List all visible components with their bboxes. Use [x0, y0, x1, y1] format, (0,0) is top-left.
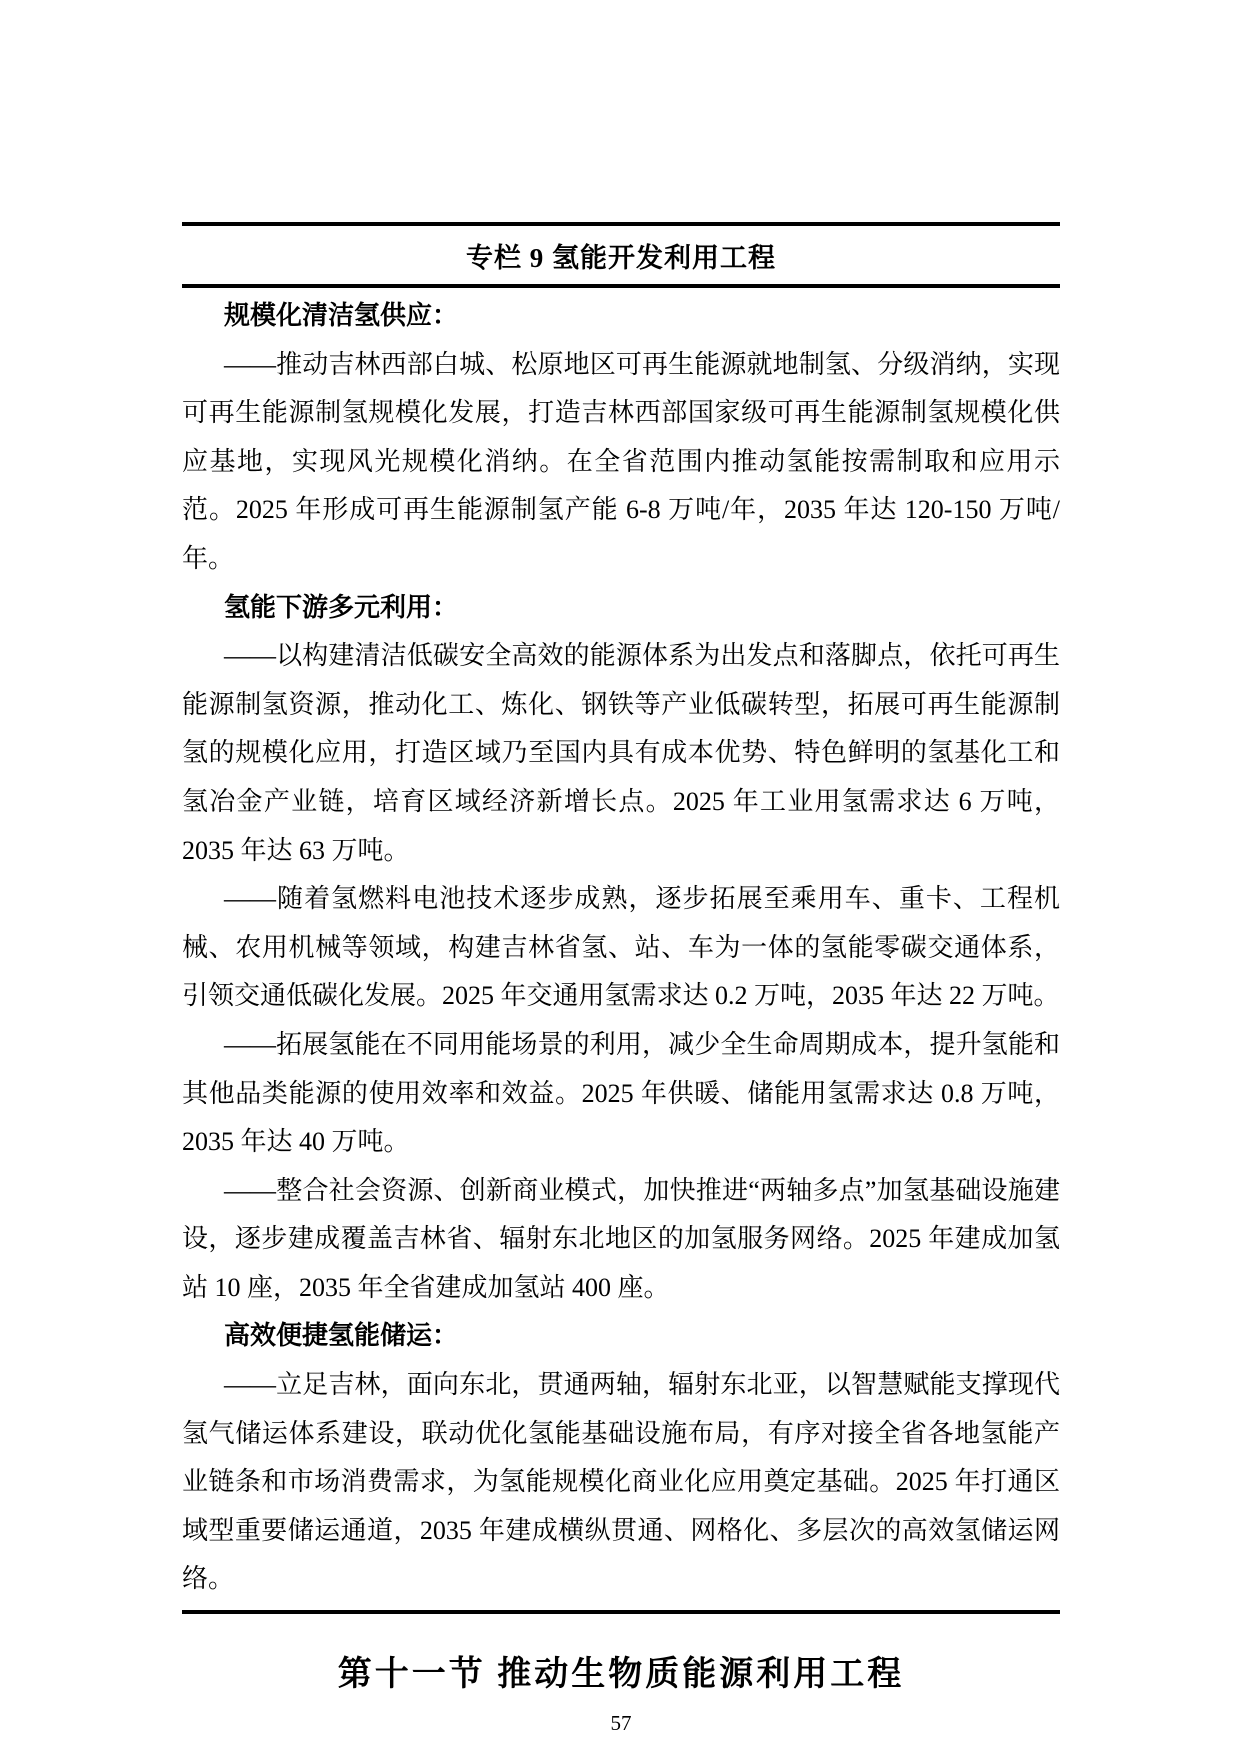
next-section-title: 第十一节 推动生物质能源利用工程 — [337, 1656, 905, 1694]
paragraph-refueling-network: ——整合社会资源、创新商业模式，加快推进“两轴多点”加氢基础设施建设，逐步建成覆盖吉林省、辐射东北地区的加氢服务网络。2025 年建成加氢站 10 座，2035 年全省建成加氢站 400 座。 — [182, 1175, 1060, 1302]
heading-hydrogen-storage-transport: 高效便捷氢能储运： — [224, 1321, 459, 1351]
paragraph-heating-storage-use: ——拓展氢能在不同用能场景的利用，减少全生命周期成本，提升氢能和其他品类能源的使用效率和效益。2025 年供暖、储能用氢需求达 0.8 万吨，2035 年达 40 万吨。 — [182, 1029, 1060, 1157]
paragraph-transport-use: ——随着氢燃料电池技术逐步成熟，逐步拓展至乘用车、重卡、工程机械、农用机械等领域，构建吉林省氢、站、车为一体的氢能零碳交通体系，引领交通低碳化发展。2025 年交通用氢需求达 0.2 万吨，2035 年达 22 万吨。 — [182, 884, 1060, 1011]
heading-downstream-utilization: 氢能下游多元利用： — [224, 592, 459, 622]
page-number: 57 — [610, 1711, 632, 1736]
heading-clean-hydrogen-supply: 规模化清洁氢供应： — [224, 301, 459, 330]
paragraph-industry-use: ——以构建清洁低碳安全高效的能源体系为出发点和落脚点，依托可再生能源制氢资源，推动化工、炼化、钢铁等产业低碳转型，拓展可再生能源制氢的规模化应用，打造区域乃至国内具有成本优势、特色鲜明的氢基化工和氢冶金产业链，培育区域经济新增长点。2025 年工业用氢需求达 6 万吨，2035 年达 63 万吨。 — [182, 641, 1060, 865]
content-column — [182, 222, 1060, 1736]
box-body — [182, 288, 1060, 1610]
hydrogen-project-box — [182, 222, 1060, 1614]
paragraph-storage-transport-network: ——立足吉林，面向东北，贯通两轴，辐射东北亚，以智慧赋能支撑现代氢气储运体系建设，联动优化氢能基础设施布局，有序对接全省各地氢能产业链条和市场消费需求，为氢能规模化商业化应用奠定基础。2025 年打通区域型重要储运通道，2035 年建成横纵贯通、网格化、多层次的高效氢储运网络。 — [182, 1370, 1060, 1594]
box-title: 专栏 9 氢能开发利用工程 — [182, 226, 1060, 288]
paragraph-clean-hydrogen-supply: ——推动吉林西部白城、松原地区可再生能源就地制氢、分级消纳，实现可再生能源制氢规模化发展，打造吉林西部国家级可再生能源制氢规模化供应基地，实现风光规模化消纳。在全省范围内推动氢能按需制取和应用示范。2025 年形成可再生能源制氢产能 6-8 万吨/年，2035 年达 120-150 万吨/年。 — [182, 349, 1060, 573]
